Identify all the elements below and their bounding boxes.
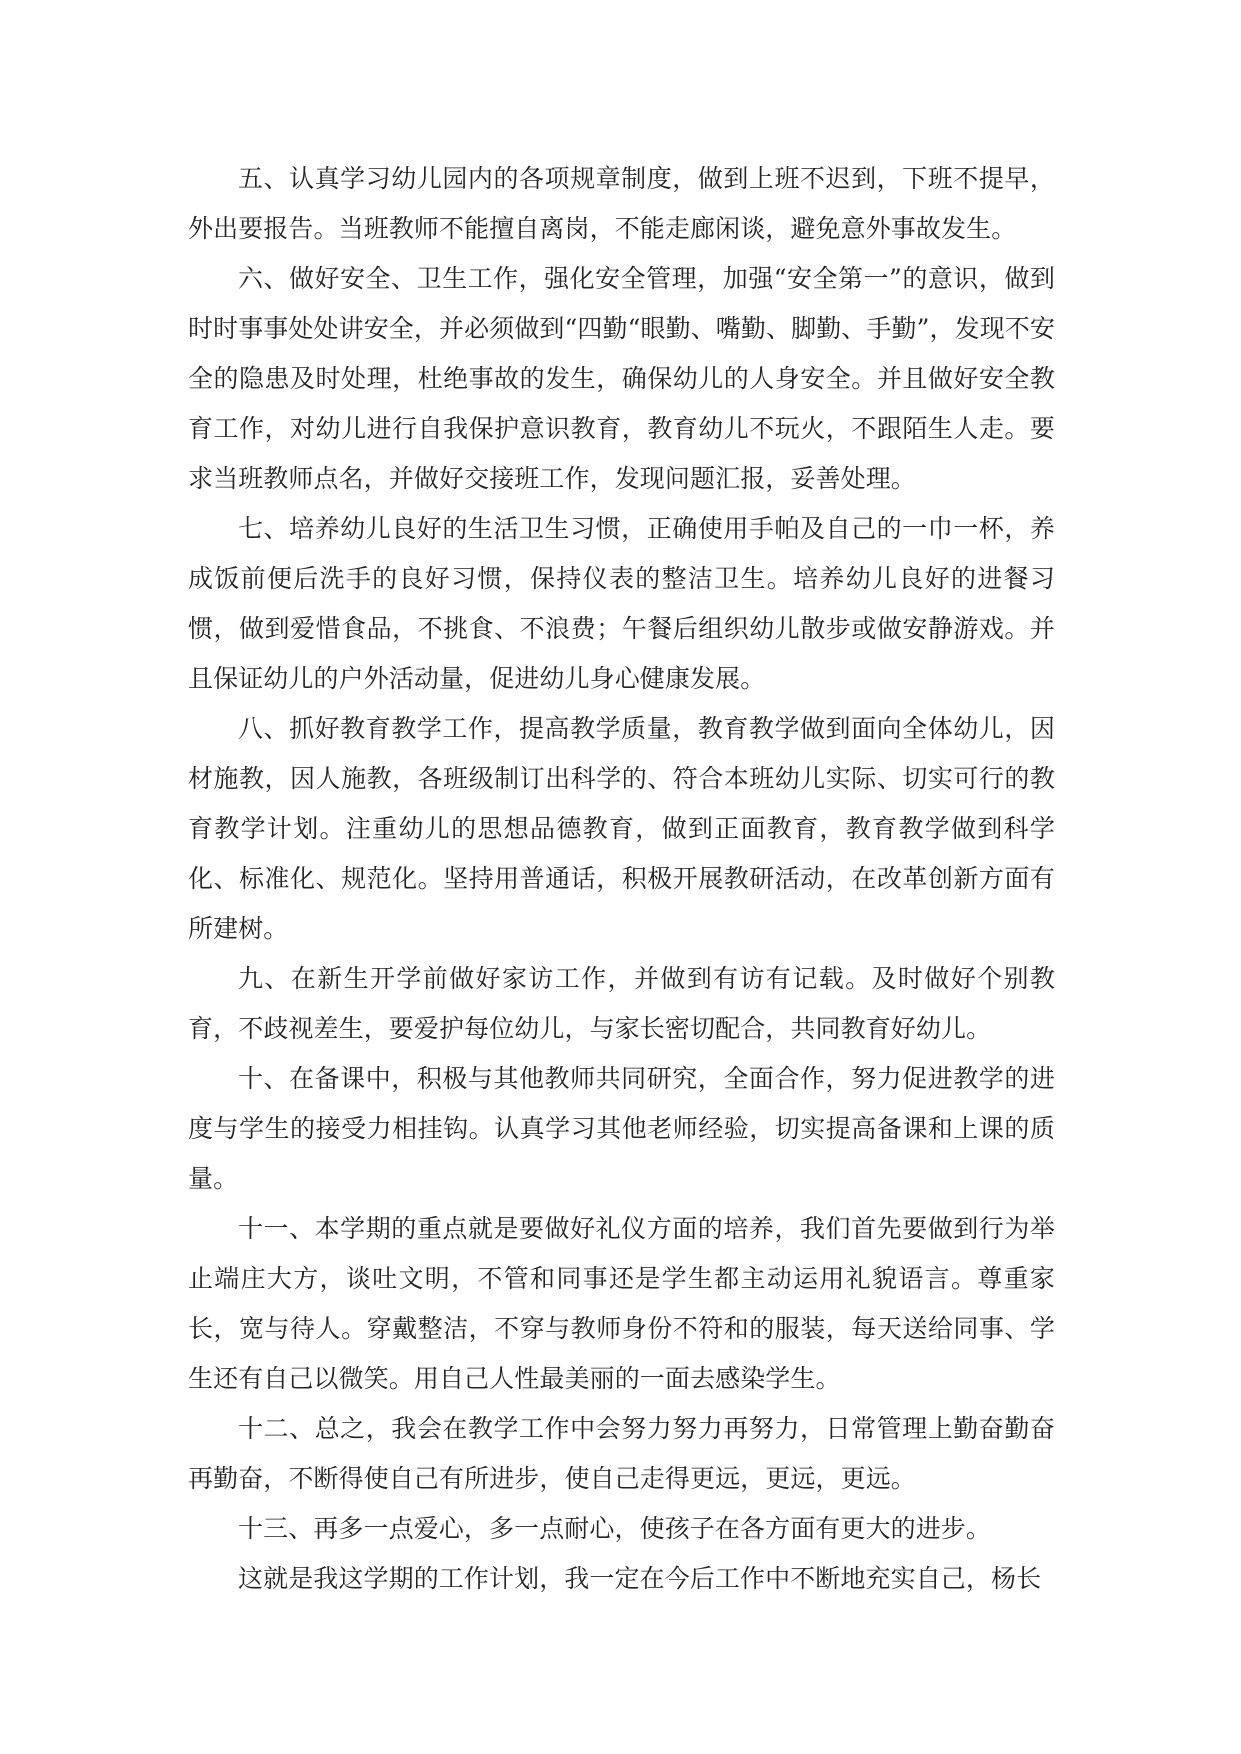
document-body bbox=[188, 154, 1055, 1604]
paragraph-lesson-prep: 十、在备课中，积极与其他教师共同研究，全面合作，努力促进教学的进度与学生的接受力相挂钩。认真学习其他老师经验，切实提高备课和上课的质量。 bbox=[188, 1064, 1055, 1193]
paragraph-patience: 十三、再多一点爱心，多一点耐心，使孩子在各方面有更大的进步。 bbox=[238, 1514, 992, 1543]
paragraph-summary: 十二、总之，我会在教学工作中会努力努力再努力，日常管理上勤奋勤奋再勤奋，不断得使自己有所进步，使自己走得更远，更远，更远。 bbox=[188, 1414, 1055, 1493]
paragraph-closing: 这就是我这学期的工作计划，我一定在今后工作中不断地充实自己，杨长 bbox=[238, 1564, 1042, 1593]
paragraph-rules: 五、认真学习幼儿园内的各项规章制度，做到上班不迟到，下班不提早，外出要报告。当班教师不能擅自离岗，不能走廊闲谈，避免意外事故发生。 bbox=[188, 164, 1055, 243]
paragraph-teaching: 八、抓好教育教学工作，提高教学质量，教育教学做到面向全体幼儿，因材施教，因人施教，各班级制订出科学的、符合本班幼儿实际、切实可行的教育教学计划。注重幼儿的思想品德教育，做到正面教育，教育教学做到科学化、标准化、规范化。坚持用普通话，积极开展教研活动，在改革创新方面有所建树。 bbox=[188, 714, 1055, 943]
paragraph-etiquette: 十一、本学期的重点就是要做好礼仪方面的培养，我们首先要做到行为举止端庄大方，谈吐文明，不管和同事还是学生都主动运用礼貌语言。尊重家长，宽与待人。穿戴整洁，不穿与教师身份不符和的服装，每天送给同事、学生还有自己以微笑。用自己人性最美丽的一面去感染学生。 bbox=[188, 1214, 1055, 1393]
paragraph-safety: 六、做好安全、卫生工作，强化安全管理，加强“安全第一”的意识，做到时时事事处处讲安全，并必须做到“四勤“眼勤、嘴勤、脚勤、手勤”，发现不安全的隐患及时处理，杜绝事故的发生，确保幼儿的人身安全。并且做好安全教育工作，对幼儿进行自我保护意识教育，教育幼儿不玩火，不跟陌生人走。要求当班教师点名，并做好交接班工作，发现问题汇报，妥善处理。 bbox=[188, 264, 1055, 493]
paragraph-hygiene: 七、培养幼儿良好的生活卫生习惯，正确使用手帕及自己的一巾一杯，养成饭前便后洗手的良好习惯，保持仪表的整洁卫生。培养幼儿良好的进餐习惯，做到爱惜食品，不挑食、不浪费；午餐后组织幼儿散步或做安静游戏。并且保证幼儿的户外活动量，促进幼儿身心健康发展。 bbox=[188, 514, 1055, 693]
paragraph-home-visits: 九、在新生开学前做好家访工作，并做到有访有记载。及时做好个别教育，不歧视差生，要爱护每位幼儿，与家长密切配合，共同教育好幼儿。 bbox=[188, 964, 1055, 1043]
